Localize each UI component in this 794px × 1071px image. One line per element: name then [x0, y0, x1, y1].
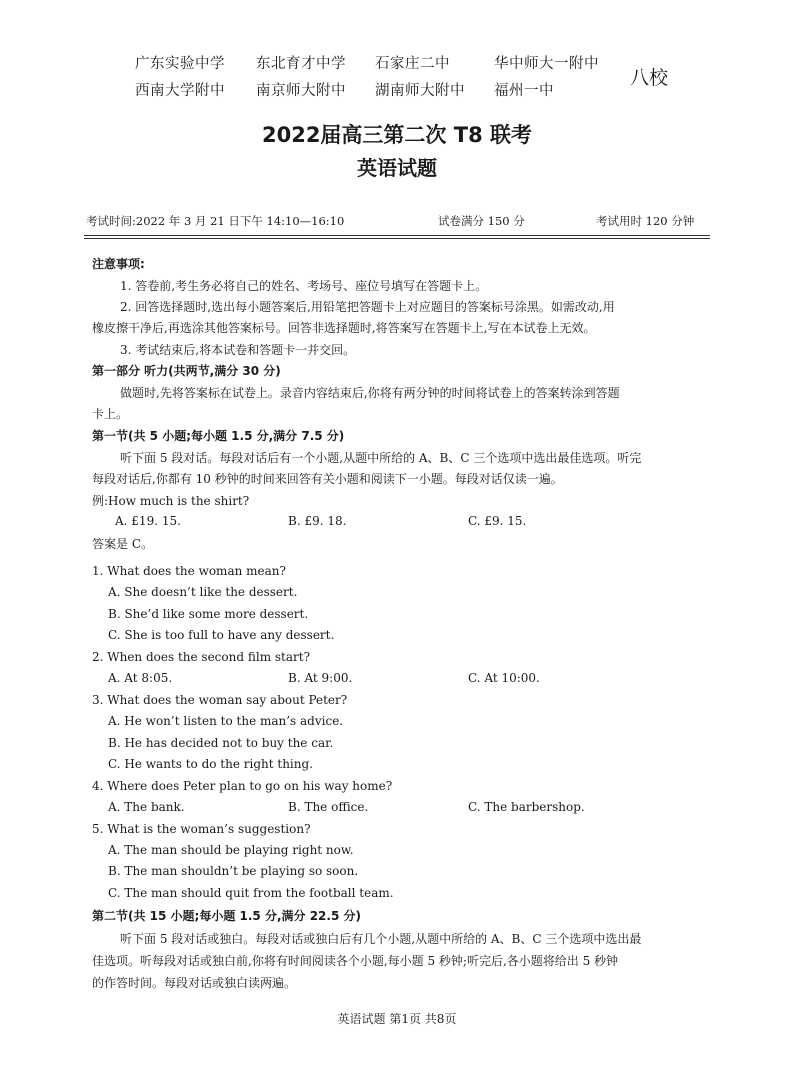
school-name: 湖南师大附中: [375, 83, 465, 99]
section-heading: 第二节(共 15 小题;每小题 1.5 分,满分 22.5 分): [92, 909, 361, 923]
school-name: 广东实验中学: [135, 56, 225, 72]
question: 4. Where does Peter plan to go on his way home?: [92, 779, 393, 793]
answer-option: A. The man should be playing right now.: [108, 843, 354, 857]
school-name: 华中师大一附中: [494, 56, 599, 72]
exam-title: 2022届高三第二次 T8 联考: [261, 123, 532, 147]
school-row-1: [135, 52, 225, 73]
divider-line: [84, 238, 710, 239]
school-name: 东北育才中学: [256, 56, 346, 72]
school-name: 西南大学附中: [135, 83, 225, 99]
question: 2. When does the second film start?: [92, 650, 311, 664]
school-name: 南京师大附中: [256, 83, 346, 99]
answer-option: C. He wants to do the right thing.: [108, 757, 313, 771]
answer-option: A. At 8:05.: [108, 671, 173, 685]
answer-option: C. The barbershop.: [468, 800, 585, 814]
example-answer: 答案是 C。: [92, 537, 153, 551]
example-question: 例:How much is the shirt?: [92, 494, 250, 508]
answer-option: B. The office.: [288, 800, 369, 814]
school-name: 石家庄二中: [375, 56, 450, 72]
answer-option: B. She’d like some more dessert.: [108, 607, 309, 621]
part-heading: 第一部分 听力(共两节,满分 30 分): [92, 364, 281, 378]
answer-option: C. She is too full to have any dessert.: [108, 628, 335, 642]
answer-option: C. The man should quit from the football team.: [108, 886, 394, 900]
section-heading: 第一节(共 5 小题;每小题 1.5 分,满分 7.5 分): [92, 429, 345, 443]
answer-option: A. She doesn’t like the dessert.: [108, 585, 298, 599]
question: 5. What is the woman’s suggestion?: [92, 822, 311, 836]
section-intro-cont: 的作答时间。每段对话或独白读两遍。: [92, 976, 297, 990]
answer-option: C. At 10:00.: [468, 671, 540, 685]
answer-option: A. He won’t listen to the man’s advice.: [108, 714, 344, 728]
page-footer: 英语试题 第1页 共8页: [337, 1012, 457, 1026]
note-item-cont: 橡皮擦干净后,再选涂其他答案标号。回答非选择题时,将答案写在答题卡上,写在本试卷上无效。: [92, 321, 596, 335]
section-intro: 听下面 5 段对话。每段对话后有一个小题,从题中所给的 A、B、C 三个选项中选出最佳选项。听完: [120, 451, 642, 465]
example-option: C. £9. 15.: [468, 514, 527, 528]
question: 3. What does the woman say about Peter?: [92, 693, 348, 707]
section-intro-cont: 每段对话后,你都有 10 秒钟的时间来回答有关小题和阅读下一小题。每段对话仅读一遍。: [92, 472, 563, 486]
full-score: 试卷满分 150 分: [438, 214, 525, 228]
section-intro-cont: 佳选项。听每段对话或独白前,你将有时间阅读各个小题,每小题 5 秒钟;听完后,各小题将给出 5 秒钟: [92, 954, 619, 968]
answer-option: A. The bank.: [108, 800, 185, 814]
exam-duration: 考试用时 120 分钟: [596, 214, 695, 228]
answer-option: B. At 9:00.: [288, 671, 353, 685]
answer-option: B. The man shouldn’t be playing so soon.: [108, 864, 359, 878]
section-intro: 听下面 5 段对话或独白。每段对话或独白后有几个小题,从题中所给的 A、B、C 三个选项中选出最: [120, 932, 642, 946]
example-option: A. £19. 15.: [115, 514, 181, 528]
notes-heading: 注意事项:: [92, 257, 145, 271]
note-item: 1. 答卷前,考生务必将自己的姓名、考场号、座位号填写在答题卡上。: [120, 279, 488, 293]
example-option: B. £9. 18.: [288, 514, 347, 528]
part-intro: 做题时,先将答案标在试卷上。录音内容结束后,你将有两分钟的时间将试卷上的答案转涂到答题: [120, 386, 620, 400]
note-item: 2. 回答选择题时,选出每小题答案后,用铅笔把答题卡上对应题目的答案标号涂黑。如需改动,用: [120, 300, 615, 314]
note-item: 3. 考试结束后,将本试卷和答题卡一并交回。: [120, 343, 356, 357]
divider-line: [84, 235, 710, 236]
group-label: 八校: [630, 67, 669, 89]
question: 1. What does the woman mean?: [92, 564, 286, 578]
exam-subtitle: 英语试题: [357, 156, 437, 180]
part-intro-cont: 卡上。: [92, 407, 129, 421]
answer-option: B. He has decided not to buy the car.: [108, 736, 334, 750]
school-name: 福州一中: [494, 83, 554, 99]
exam-time: 考试时间:2022 年 3 月 21 日下午 14:10—16:10: [86, 214, 345, 228]
